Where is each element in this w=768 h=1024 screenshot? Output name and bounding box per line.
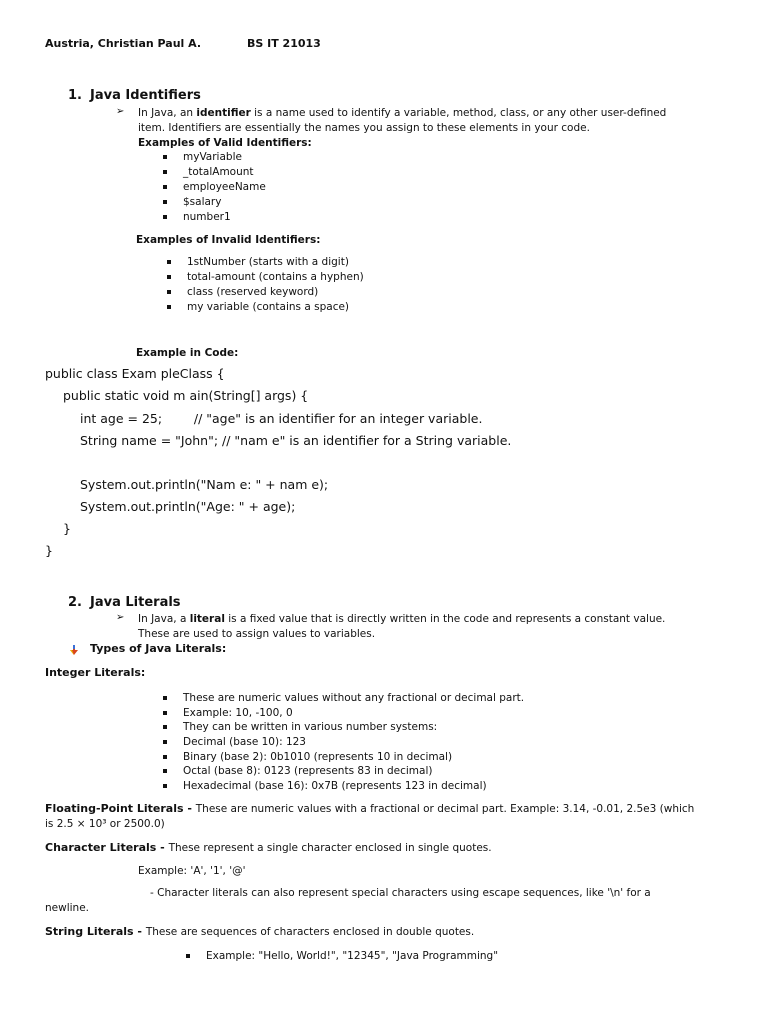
- code-line: }: [63, 521, 71, 536]
- colorful-arrow-bullet-icon: [68, 644, 80, 656]
- valid-heading: Examples of Valid Identifiers:: [138, 137, 312, 149]
- valid-item: myVariable: [183, 151, 242, 163]
- square-bullet-icon: [163, 170, 167, 174]
- section2-number: 2.: [68, 595, 82, 610]
- float-text: These are numeric values with a fractional or decimal part. Example: 3.14, -0.01, 2.5e3 (which: [195, 803, 695, 815]
- char-example: Example: 'A', '1', '@': [138, 865, 246, 877]
- code-line: System.out.println("Nam e: " + nam e);: [80, 477, 329, 492]
- string-label: String Literals -: [45, 925, 146, 938]
- author-name: Austria, Christian Paul A.: [45, 37, 202, 50]
- invalid-item: 1stNumber (starts with a digit): [187, 256, 349, 268]
- course-code: BS IT 21013: [247, 37, 321, 50]
- integer-item: Hexadecimal (base 16): 0x7B (represents 123 in decimal): [183, 780, 487, 792]
- char-paragraph: [45, 841, 492, 855]
- valid-item: number1: [183, 211, 231, 223]
- float-paragraph-line2: is 2.5 × 10³ or 2500.0): [45, 818, 165, 830]
- square-bullet-icon: [163, 155, 167, 159]
- section1-title: Java Identifiers: [90, 88, 201, 103]
- code-heading: Example in Code:: [136, 347, 239, 359]
- square-bullet-icon: [167, 275, 171, 279]
- char-text: These represent a single character enclosed in single quotes.: [168, 842, 492, 854]
- square-bullet-icon: [186, 954, 190, 958]
- integer-heading: Integer Literals:: [45, 666, 146, 679]
- square-bullet-icon: [163, 215, 167, 219]
- square-bullet-icon: [163, 725, 167, 729]
- section2-intro-bold: literal: [189, 613, 225, 625]
- code-line: int age = 25; // "age" is an identifier for an integer variable.: [80, 411, 483, 426]
- string-paragraph: [45, 925, 474, 939]
- square-bullet-icon: [163, 784, 167, 788]
- section1-intro-line1: [138, 106, 666, 120]
- square-bullet-icon: [163, 200, 167, 204]
- section1-number: 1.: [68, 88, 82, 103]
- section2-intro-post: is a fixed value that is directly written in the code and represents a constant value.: [224, 613, 666, 625]
- valid-item: $salary: [183, 196, 222, 208]
- section2-title: Java Literals: [90, 595, 181, 610]
- invalid-heading: Examples of Invalid Identifiers:: [136, 234, 321, 246]
- code-line: String name = "John"; // "nam e" is an identifier for a String variable.: [80, 433, 512, 448]
- string-example: Example: "Hello, World!", "12345", "Java Programming": [206, 950, 499, 962]
- section1-intro-post: is a name used to identify a variable, method, class, or any other user-defined: [250, 107, 667, 119]
- invalid-item: total-amount (contains a hyphen): [187, 271, 364, 283]
- square-bullet-icon: [167, 260, 171, 264]
- char-note-line1: - Character literals can also represent special characters using escape sequences, like '\n' for a: [150, 887, 651, 899]
- valid-item: employeeName: [183, 181, 266, 193]
- square-bullet-icon: [167, 305, 171, 309]
- float-label: Floating-Point Literals -: [45, 802, 196, 815]
- arrow-bullet-icon: ➢: [116, 106, 125, 117]
- square-bullet-icon: [163, 696, 167, 700]
- square-bullet-icon: [163, 711, 167, 715]
- section2-intro-pre: In Java, a: [138, 613, 190, 625]
- section1-intro-pre: In Java, an: [138, 107, 197, 119]
- code-line: public class Exam pleClass {: [45, 366, 225, 381]
- valid-item: _totalAmount: [183, 166, 254, 178]
- float-paragraph-line1: [45, 802, 694, 816]
- integer-item: Octal (base 8): 0123 (represents 83 in decimal): [183, 765, 433, 777]
- integer-item: These are numeric values without any fractional or decimal part.: [183, 692, 525, 704]
- code-line: public static void m ain(String[] args) {: [63, 388, 309, 403]
- square-bullet-icon: [163, 755, 167, 759]
- code-line: System.out.println("Age: " + age);: [80, 499, 296, 514]
- section1-intro-line2: item. Identifiers are essentially the names you assign to these elements in your code.: [138, 122, 590, 134]
- square-bullet-icon: [167, 290, 171, 294]
- types-heading: Types of Java Literals:: [90, 642, 227, 655]
- code-line: }: [45, 543, 53, 558]
- section2-intro-line1: [138, 612, 665, 626]
- section1-intro-bold: identifier: [196, 107, 251, 119]
- square-bullet-icon: [163, 185, 167, 189]
- arrow-bullet-icon: ➢: [116, 612, 125, 623]
- section2-intro-line2: These are used to assign values to variables.: [138, 628, 376, 640]
- char-label: Character Literals -: [45, 841, 169, 854]
- invalid-item: my variable (contains a space): [187, 301, 350, 313]
- string-text: These are sequences of characters enclosed in double quotes.: [145, 926, 475, 938]
- square-bullet-icon: [163, 740, 167, 744]
- integer-item: Example: 10, -100, 0: [183, 707, 293, 719]
- invalid-item: class (reserved keyword): [187, 286, 319, 298]
- integer-item: Binary (base 2): 0b1010 (represents 10 in decimal): [183, 751, 453, 763]
- square-bullet-icon: [163, 769, 167, 773]
- integer-item: Decimal (base 10): 123: [183, 736, 306, 748]
- integer-item: They can be written in various number systems:: [183, 721, 438, 733]
- char-note-line2: newline.: [45, 902, 89, 914]
